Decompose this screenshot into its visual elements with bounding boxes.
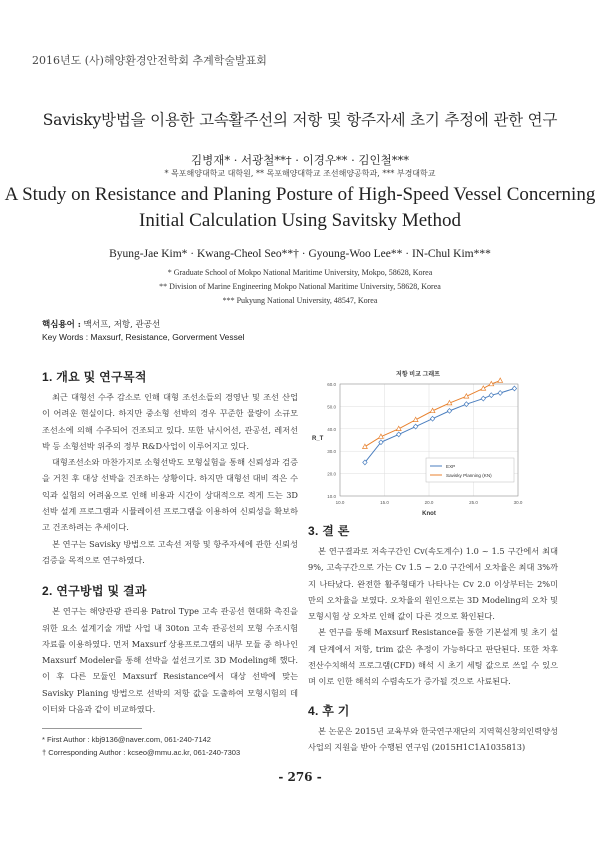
right-column [308, 522, 558, 755]
chart-legend-label: Savisky Planning (KN) [446, 472, 492, 478]
chart-data-point [512, 386, 516, 391]
chart-y-ticks [327, 382, 336, 499]
title-english-line1: A Study on Resistance and Planing Posture of High-Speed Vessel Concerning [4, 184, 596, 205]
chart-legend [426, 458, 514, 482]
title-korean: Savisky방법을 이용한 고속활주선의 저항 및 항주자세 초기 추정에 관한 연구 [42, 111, 558, 129]
footnote-first-author: * First Author : kbj9136@naver.com, 061-240-7142 [42, 735, 211, 744]
chart-y-tick-label: 40.0 [327, 426, 336, 432]
keywords-korean [42, 318, 160, 330]
chart-x-tick-label: 25.0 [469, 500, 478, 505]
keywords-english [42, 332, 245, 342]
chart-data-point [363, 444, 368, 448]
left-column [42, 368, 298, 717]
footnote-corresponding-author: † Corresponding Author : kcseo@mmu.ac.kr, 061-240-7303 [42, 748, 241, 757]
authors-english: Byung-Jae Kim* · Kwang-Cheol Seo**† · Gyoung-Woo Lee** · IN-Chul Kim*** [109, 248, 491, 260]
footnote-divider [42, 728, 142, 729]
affiliations-korean: * 목포해양대학교 대학원, ** 목포해양대학교 조선해양공학과, *** 부경대학교 [164, 169, 436, 178]
resistance-comparison-chart [306, 366, 530, 518]
chart-series-line [365, 381, 500, 447]
affiliation-en-1: * Graduate School of Mokpo National Maritime University, Mokpo, 58628, Korea [167, 268, 433, 277]
chart-legend-label: EXP [446, 463, 456, 469]
chart-y-tick-label: 20.0 [327, 471, 336, 477]
title-english-line2: Initial Calculation Using Savitsky Method [139, 210, 461, 231]
section-3-paragraph: 본 연구를 통해 Maxsurf Resistance를 통한 기본설계 및 초기 설계 단계에서 저항, trim 값은 추정이 가능하다고 판단된다. 또한 차후 전산수치해석 프로그램(CFD) 해석 시 초기 세팅 값으로 쓰일 수 있으며 이로 인한 해석의 수렴속도가 증가될 것으로 사료된다. [308, 627, 558, 687]
chart-data-point [413, 424, 417, 429]
chart-x-tick-label: 15.0 [380, 500, 389, 505]
chart-y-tick-label: 30.0 [327, 449, 336, 455]
chart-y-axis-label: R_T [312, 436, 324, 442]
section-2-body [42, 603, 298, 717]
section-1-paragraph: 최근 대형선 수주 감소로 인해 대형 조선소들의 경영난 및 조선 산업이 어려운 현실이다. 하지만 중소형 선박의 경우 꾸준한 물량이 소규모 조선소에 의해 수주되어 건조되고 있다. 또한 낚시어선, 관공선, 레저선박 등 소형선박 위주의 정부 R&D사업이 이루어지고 있다. [42, 392, 298, 451]
keywords-korean-value: 맥서프, 저항, 관공선 [83, 320, 161, 330]
section-2-paragraph: 본 연구는 해양관광 관리용 Patrol Type 고속 관공선 현대화 촉진을 위한 요소 설계기술 개발 사업 내 30ton 고속 관공선의 모형 수조시험 자료를 이용하였다. 먼저 Maxsurf 상용프로그램의 내부 모듈 중 하나인 Maxsurf Modeler를 통해 선박을 설선크기로 3D Modeling해 했다. 이 후 다른 모듈인 Maxsurf Resistance에서 대상 선박에 맞는 Savisky Planing 방법으로 선박의 저항 값을 도출하여 모형시험의 데이터와 다음과 같이 비교하였다. [42, 606, 298, 715]
keywords-english-value: Maxsurf, Resistance, Gorverment Vessel [90, 332, 245, 342]
chart-data-point [397, 432, 401, 437]
section-1-heading: 1. 개요 및 연구목적 [42, 370, 147, 384]
chart-x-ticks [336, 500, 523, 505]
chart-x-axis-label: Knot [422, 511, 436, 517]
chart-data-point [498, 391, 502, 396]
keywords-english-label: Key Words : [42, 332, 89, 342]
title-english [0, 182, 600, 234]
section-1-paragraph: 대형조선소와 마찬가지로 소형선박도 모형실험을 통해 신뢰성과 검증을 거친 후 대상 선박을 건조하는 상황이다. 하지만 대형선 대비 적은 수익과 실험의 어려움으로 인해 비용과 시간이 상대적으로 적게 드는 3D 선박 설계 프로그램과 시뮬레이션 프로그램을 이용하여 신뢰성을 확보하고 건조하려는 추세이다. [42, 457, 298, 533]
chart-y-tick-label: 50.0 [327, 404, 336, 410]
chart-x-tick-label: 20.0 [424, 500, 434, 505]
page-number: - 276 - [278, 770, 322, 784]
chart-data-point [498, 378, 503, 382]
affiliation-en-3: *** Pukyung National University, 48547, Korea [222, 296, 378, 305]
chart-title: 저항 비교 그래프 [396, 372, 440, 378]
chart-data-point [447, 408, 451, 413]
section-2-heading: 2. 연구방법 및 결과 [42, 584, 147, 599]
authors-korean: 김병재* · 서광철**† · 이경우** · 김인철*** [191, 153, 409, 167]
section-1-body [42, 389, 298, 568]
chart-data-point [489, 393, 493, 398]
chart-y-tick-label: 60.0 [327, 382, 336, 387]
section-3-body [308, 543, 558, 690]
section-3-heading: 3. 결 론 [308, 524, 350, 538]
chart-data-point [481, 396, 485, 401]
conference-header: 2016년도 (사)해양환경안전학회 추계학술발표회 [32, 54, 267, 67]
section-4-paragraph: 본 논문은 2015년 교육부와 한국연구재단의 지역혁신창의인력양성사업의 지원을 받아 수행된 연구임 (2015H1C1A1035813) [308, 725, 558, 752]
section-3-paragraph: 본 연구결과로 저속구간인 Cv(속도계수) 1.0 ~ 1.5 구간에서 최대 9%, 고속구간으로 가는 Cv 1.5 ~ 2.0 구간에서 오차율은 최대 3%까지 나타났다. 완전한 활주형태가 나타나는 Cv 2.0 이상부터는 2%미만의 오차율을 보였다. 오차율의 원인으로는 3D Modeling의 오차 및 모형시험 상 오차로 인해 값이 다른 것으로 확인된다. [308, 546, 558, 622]
chart-x-tick-label: 10.0 [335, 500, 345, 505]
section-4-body [308, 723, 558, 756]
chart-data-point [464, 402, 468, 407]
chart-x-tick-label: 30.0 [513, 500, 523, 505]
footnotes [42, 733, 240, 759]
chart-y-tick-label: 10.0 [327, 494, 336, 499]
chart-data-point [430, 416, 434, 421]
affiliation-en-2: ** Division of Marine Engineering Mokpo National Maritime University, 58628, Korea [159, 282, 441, 291]
keywords-korean-label: 핵심용어 : [42, 320, 81, 330]
section-4-heading: 4. 후 기 [308, 703, 350, 718]
chart-legend-box [426, 458, 514, 482]
chart-series [363, 378, 517, 465]
section-1-paragraph: 본 연구는 Savisky 방법으로 고속선 저항 및 항주자세에 관한 신뢰성 검증을 목적으로 연구하였다. [42, 538, 298, 565]
